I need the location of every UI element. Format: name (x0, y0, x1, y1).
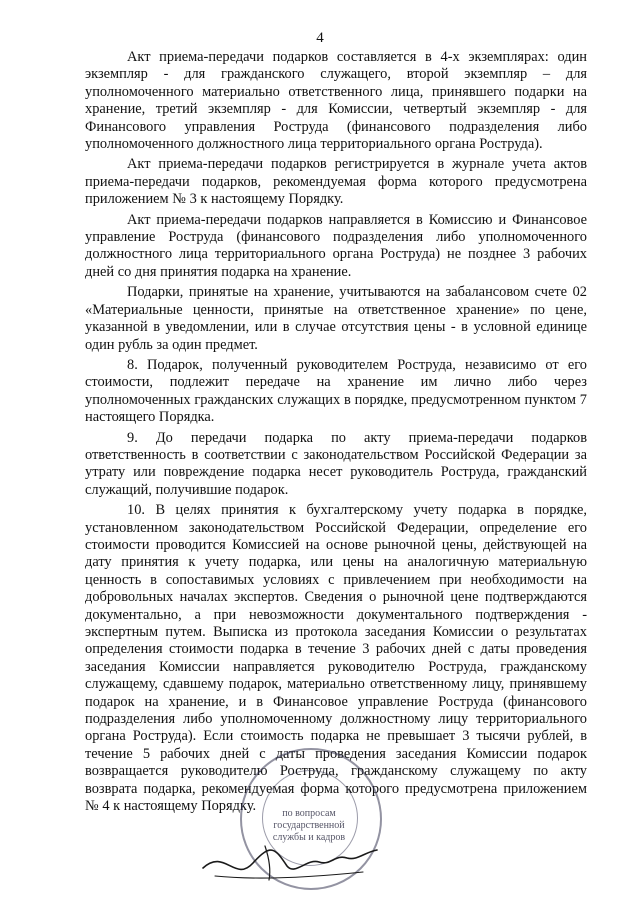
document-body (85, 49, 587, 818)
stamp-line: службы и кадров (272, 832, 346, 843)
paragraph: Акт приема-передачи подарков регистрируется в журнале учета актов приема-передачи подарков, рекомендуемая форма которого предусмотрена приложением № 3 к настоящему Порядку. (85, 156, 587, 208)
paragraph: 9. До передачи подарка по акту приема-передачи подарков ответственность в соответствии с законодательством Российской Федерации за утрату или повреждение подарка несет руководитель Роструда, гражданский служащий, получившие подарок. (85, 429, 587, 498)
paragraph: 8. Подарок, полученный руководителем Роструда, независимо от его стоимости, подлежит передаче на хранение им лично либо через уполномоченных гражданских служащих в порядке, предусмотренном пунктом 7 настоящего Порядка. (85, 356, 587, 426)
page-number: 4 (316, 30, 324, 46)
stamp-line: по вопросам (282, 808, 336, 819)
paragraph: Акт приема-передачи подарков направляется в Комиссию и Финансовое управление Роструда (финансового подразделения либо уполномоченного должностного лица территориального органа Роструда) не позднее 3 рабочих дней со дня принятия подарка на хранение. (85, 211, 587, 280)
stamp-line: государственной (273, 820, 345, 831)
paragraph: Акт приема-передачи подарков составляется в 4-х экземплярах: один экземпляр - для гражданского служащего, второй экземпляр – для уполномоченного материально ответственного лица, принявшего подарки на хранение, третий экземпляр - для Комиссии, четвертый экземпляр - для Финансового управления Роструда (финансового подразделения либо уполномоченного должностного лица территориального органа Роструда). (85, 49, 587, 153)
paragraph: 10. В целях принятия к бухгалтерскому учету подарка в порядке, установленном законодательством Российской Федерации, определение его стоимости проводится Комиссией на основе рыночной цены, действующей на дату принятия к учету подарка, или цены на аналогичную материальную ценность в сопоставимых условиях с привлечением при необходимости на добровольных началах экспертов. Сведения о рыночной цене подтверждаются документально, а при невозможности документального подтверждения - экспертным путем. Выписка из протокола заседания Комиссии о результатах определения стоимости подарка в течение 3 рабочих дней с даты проведения заседания Комиссии направляется руководителю Роструда, гражданскому служащему, сдавшему подарок, материально ответственному лицу, принявшему подарок на хранение, и в Финансовое управление Роструда (финансового подразделения либо уполномоченному должностному лицу территориального органа Роструда). Если стоимость подарка не превышает 3 тысячи рублей, в течение 5 рабочих дней с даты проведения заседания Комиссии подарок возвращается руководителю Роструда, гражданскому служащему по акту возврата подарка, рекомендуемая форма которого предусмотрена приложением № 4 к настоящему Порядку. (85, 502, 587, 815)
handwritten-signature (195, 828, 385, 888)
paragraph: Подарки, принятые на хранение, учитываются на забалансовом счете 02 «Материальные ценности, принятые на ответственное хранение» по цене, указанной в уведомлении, или в случае отсутствия цены - в условной единице один рубль за один предмет. (85, 284, 587, 353)
